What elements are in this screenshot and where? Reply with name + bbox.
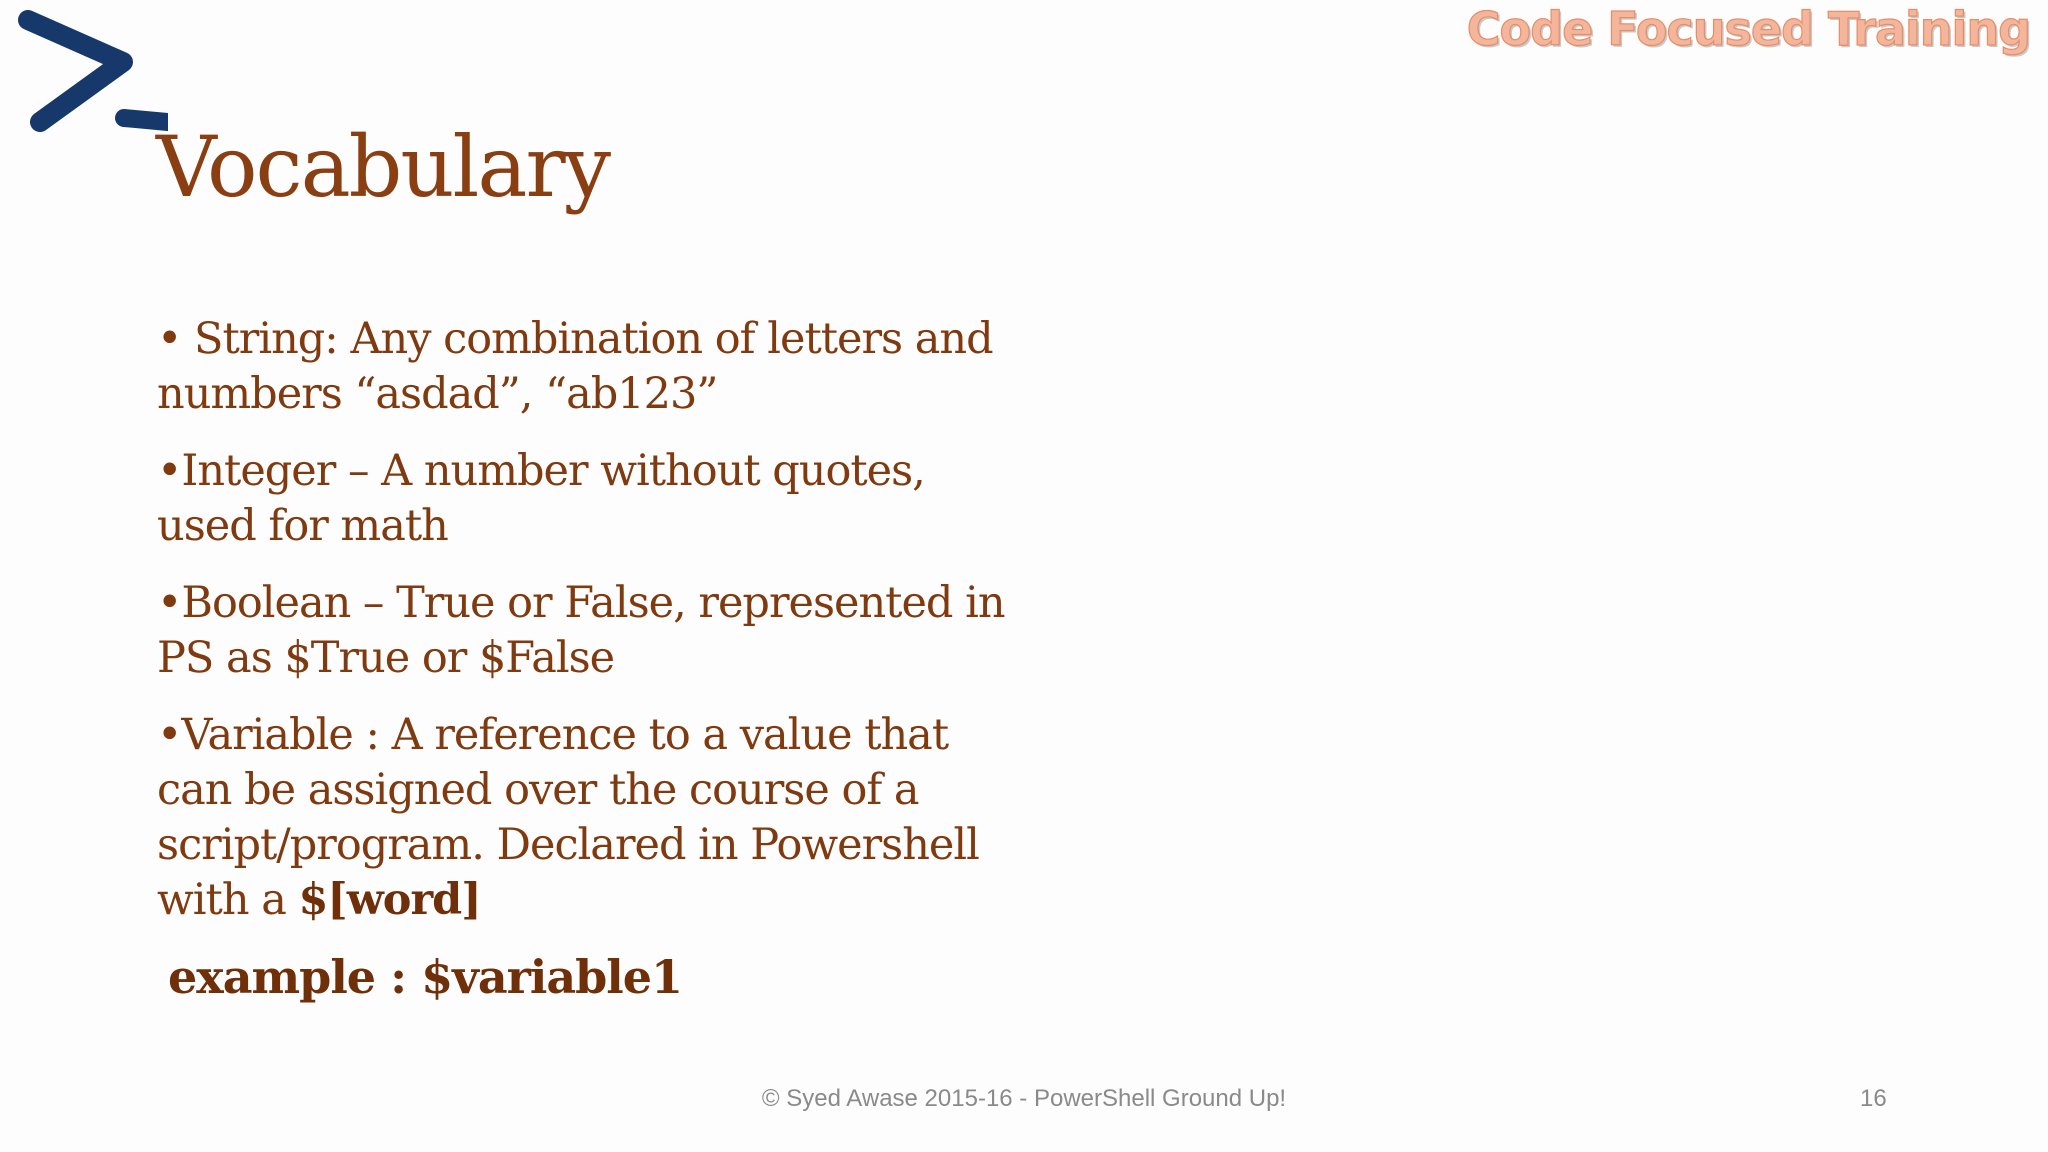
bullet-variable-syntax: $[word] [298, 875, 481, 925]
brand-logo-text: Code Focused Training [1466, 2, 2030, 56]
powershell-prompt-icon [18, 0, 168, 150]
slide-title: Vocabulary [156, 118, 610, 216]
bullet-variable-text: •Variable : A reference to a value that can be assigned over the course of a script/program. Declared in Powershell with a [157, 710, 979, 925]
page-number: 16 [1860, 1085, 1887, 1112]
bullet-boolean: •Boolean – True or False, represented in PS as $True or $False [157, 578, 1005, 683]
bullet-list [157, 312, 1007, 950]
bullet-integer: •Integer – A number without quotes, used for math [157, 446, 925, 551]
bullet-variable [157, 708, 1007, 928]
example-text: example : $variable1 [168, 950, 683, 1004]
bullet-string: • String: Any combination of letters and numbers “asdad”, “ab123” [157, 314, 993, 419]
footer-copyright: © Syed Awase 2015-16 - PowerShell Ground Up! [761, 1085, 1287, 1112]
